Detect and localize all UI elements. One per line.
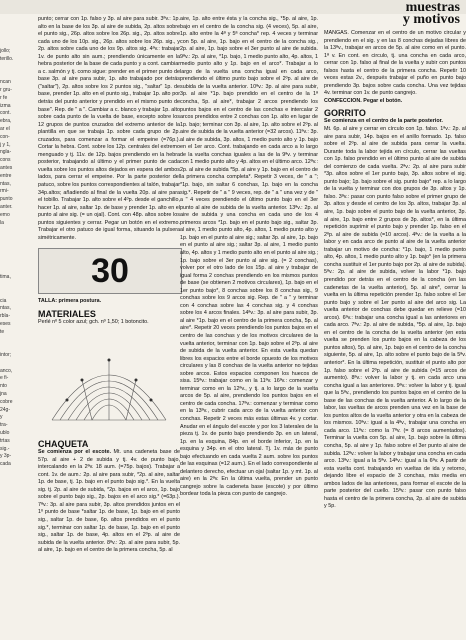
margin-fragment <box>0 235 22 243</box>
margin-fragment: intor; <box>0 352 12 359</box>
margin-fragment: y 3p- <box>0 453 12 460</box>
hat-text: Mt. 6p. al aire y cerrar en círculo con 1p. falso. 1ªv.: 2p. al aire para subir, 14p. bajos en el anillo formado. 1p. falso sobre el 2ºp. al aire de subida para cerrar la vuelta. Durante toda la labor tejida en círculo, cerrar las vueltas con 1p. falso prendido en el último punto al aire de subida del comienzo de cada vuelta. 2ªv.: 2p. al aire para subir *3p. altos sobre el 1er punto bajo, 3p. altos sobre el sig. punto bajo; 1p. bajo sobre el sig. punto bajo* rep. a lo largo de la vuelta y terminar con dos grupos de 3p. altos y 1p. falso. 3ªv.: pasar con punto falso sobre el primer grupo de 3p. altos y desde el centro de los 3p. altos, trabajar 3p. al aire, 1p. bajo sobre el punto bajo de la vuelta anterior, 3p. al aire, 1p. bajo entre 2 grupos de 3p. altos*, en la última repetición suprimir el punto bajo y prender 1p. falso en el 2ºp. al aire de subida (=10 arcos). 4ªv.: de la vuelta a la labor y en cada arco de punto al aire de la vuelta anterior trabajar un motivo de concha: *1p. bajo, 1 medio punto alto, 4p. altos, 1 medio punto alto y 1p. bajo* (en la primera concha sustituir el 1er punto bajo por 2p. al aire de subida). 5ªv.: 2p. al aire de subida, volver la labor *1p. bajo prendido por detrás en el centro de la concha (en las cadenetas de la vuelta anterior), 5p. al aire*, cerrar la vuelta en la última repetición prender 1p. falso sobre el 1er punto bajo y sobre el 1er punto al aire del arco sig. La vuelta anterior de conchas debe quedar en relieve (=10 arcos). 6ªv.: trabajar una concha igual a las anteriores en cada arco. 7ªv.: 2p. al aire de subida, *5p. al aire, 1p. bajo en el centro de la concha de la vuelta anterior (en esta vuelta se prenden los punto bajos en la cabeza de los puntos altos), 5p. al aire, 1p. bajo en el centro de la concha siguiente, 5p. al aire, 1p. alto sobre el punto bajo de la 5ªv. anterior*. En la última repetición, sustituir el punto alto por 1p. falso sobre el 2ºp. al aire de subida (=15 arcos de aumento). 8ªv.: volver la labor y tj. en cada arco una concha igual a las anteriores. 9ªv.: volver la labor y tj. igual que la 5ªv., prendiendo los puntos bajos en el centro de la base de las conchas de la vuelta anterior. A lo largo de la labor, las vueltas de arcos prenden una vez en la base de los puntos altos de la vuelta anterior y otra en la cabeza de los mismos. 10ªv.: igual a la 4ªv., trabajar una concha en cada arco. 11ªv.: como la 7ªv. (= 8 arcos aumentados). Terminar la vuelta con 5p. al aire, 1p. bajo sobre la última concha, 5p. al aire y 1p. falso sobre el 3er punto al aire de subida. 12ªv.: volver la labor y trabajar una concha en cada arco. 13ªv.: igual a la 5ªv. 14ªv.: igual a la 6ªv. A partir de esta vuelta cont. trabajando en vueltas de ida y retorno, dejando libre el espacio de 3 conchas, más media en ambos lados de las anteriores, para formar el escote de la parte posterior del cuello. 15ªv.: pasar con punto falso hasta el centro de la primera concha, 2p. al aire de subida y 5p. <box>324 126 466 510</box>
margin-fragment <box>0 336 22 344</box>
instructions-paragraph: punto; cerrar con 1p. falso y 3p. al aire para subir. 3ªv.: 1p. alto en la base de los 3p. al aire de subida, 2p. altos sobre el punto sig., 26p. altos sobre los 26p. sig., 2p. altos sobre cada uno de los 10p. sig., 26p. altos sobre los 26p. sig., y 2p. altos sobre cada uno de los 9p. altos sig. 4ªv.: trabajar 1v. de punto alto sin aum.; prendiendo únicamente en la hebra posterior de la base de cada punto y a cont. cambiar a c. salmón y tj. como sigue: prender en el primer punto de base 3p. al aire para subir, 1p. alto trabajado por detrás ("saltar"), 2p. altos sobre los 2 puntos sig., "saltar" 1p. de base, prender 1p. alto en el punto sig., trabajar 1p. alto por detrás del punto anterior y prendido en el mismo punto de base". Rep. de " a ". Cambiar a c. blanco y trabajar 1p. alto sobre cada punto de la vuelta de base, excepto sobre los 12 grupos de puntos cruzados del extremo anterior de la plantilla en que se trabaja 1p. sobre cada grupo de 2p. cruzados, para comenzar a formar el empeine (=76p.). Cortar la hebra. Cont. sobre los 12p. centrales del extremo menguado y tj. 11v. de 12p. bajos prendiendo en la hebra posterior, trabajando al último y el primer punto de cada vuelta sobre los puntos altos dejados en espera del ambos lados, para cerrar el empeine. Por la parte posterior del patuco, sobre los puntos correspondientes al talón, trabajar 34p.altos; añadiendo al final de la vuelta 20p. al aire para el tobillo. Trabajar 1p. alto sobre el 4ºp. desde el ganchillo, hacer 1p. al aire, saltar 1p. de base y prender 1p. alto en el punto al aire sig. (= un ojal). Cont. con 48p. altos sobre los puntos siguientes y cerrar. Pegar un botón en el extremo. Trabajar el otro patuco de igual forma, situando la pulsera simétricamente. <box>38 16 180 241</box>
margin-fragment: nto <box>0 383 7 390</box>
hat-subheading: Se comienza en el centro de la parte posterior. <box>324 118 443 125</box>
margin-fragment: r gru- <box>0 86 12 93</box>
margin-fragment: r fe <box>0 94 8 101</box>
margin-fragment: emo <box>0 211 10 218</box>
margin-fragment: antes <box>0 164 13 171</box>
margin-fragment: j y 1, <box>0 141 11 148</box>
brand-line2: y motivos <box>402 12 460 27</box>
margin-fragment: terillo. <box>0 55 14 62</box>
margin-fragment <box>0 360 22 368</box>
margin-fragment: sig.- <box>0 445 10 452</box>
margin-fragment: cada <box>0 461 11 468</box>
margin-fragment: ntas, <box>0 305 11 312</box>
hat-heading: GORRITO <box>324 108 366 119</box>
margin-fragment: ar el <box>0 125 10 132</box>
margin-fragment: cia <box>0 297 7 304</box>
margin-fragment: cont. <box>0 110 11 117</box>
margin-fragment <box>0 344 22 352</box>
margin-fragment: ebra, <box>0 118 12 125</box>
margin-fragment: cobre <box>0 398 13 405</box>
margin-fragment: trtas <box>0 437 10 444</box>
margin-fragment: e fi- <box>0 375 9 382</box>
margin-fragment: jollo; <box>0 48 11 54</box>
cropped-margin-text <box>0 48 22 640</box>
margin-fragment: 24g- <box>0 406 11 413</box>
brand-line1: muestras <box>405 0 460 15</box>
margin-fragment: rmi- <box>0 188 9 195</box>
margin-fragment: te <box>0 328 5 335</box>
margin-fragment: cons <box>0 157 11 164</box>
margin-fragment <box>0 259 22 267</box>
pattern-number-box <box>38 248 182 294</box>
margin-fragment: la <box>0 219 4 226</box>
size-label: TALLA: primera postura. <box>38 298 102 305</box>
margin-fragment <box>0 282 22 290</box>
margin-fragment: ngla- <box>0 149 12 156</box>
materials-text: Perlé nº 5 color azul; gch. nº 1,50; 1 botoncito. <box>38 318 149 325</box>
jacket-continued-text: aire, 1p. alto entre ésta y la concha sig., *5p. al aire, 1p. bajo en el centro de la concha sig. (4 veces), 5p. al aire, 1p. alto entre la 4ª y 5ª concha* rep. 4 veces y terminar con 5p. al aire, 1p. bajo en el centro de la concha sig., 2p. al aire, 1p. bajo sobre el 3er punto al aire de subida. 9ªv.: 2p. al aire, *1p. bajo, 1 medio punto alto, 4p. altos, 1 medio punto alto y 1p. bajo en el arco*. Trabajar a lo largo de la vuelta una concha igual en cada arco, prendiendo el último punto bajo sobre el 2ºp. al aire de subida de la vuelta anterior. 10ªv.: 3p. al aire para subir, 3p. al aire *1p. bajo prendido en el centro de la 1ª concha, 5p. al aire*, trabajar 2 arcos prendiendo los puntos bajos en el centro de las conchas e intercalar 2 arcos prendidos entre 2 conchas con 1p. alto en lugar de 1p. bajo; terminar con 3p. al aire, 1p. alto sobre el 2ºp. al aire de subida de la vuelta anterior (=32 arcos). 11ªv.: 3p. al aire de subida, 3p. altos, 1 medio punto alto y 1p. bajo en el 1er arco. Cont. trabajando en cada arco a lo largo de la vuelta conchas iguales a las de la 9ªv. y terminar con 1 medio punto alto y 4p. altos en el último arco. 12ªv.: 2p. al aire de subida *5p. al aire y 1p. bajo en el centro de la primera concha completa*. Repetir 3 veces, de " a "; *1p. bajo, sin saltar 6 conchas, 1p. bajo en la concha sig.*. Repetir de " a " 9 veces, rep. de " a " una vez y de " a " 4 veces prendiendo el último punto bajo en el 3er punto al aire de subida de la vuelta anterior. 13ªv.: 2p. al aire de subida y una concha en cada uno de los 4 primeros arcos *1p. bajo en el punto bajo sig., saltar 3p. al aire, 1 medio punto alto, 4p. altos, 1 medio punto alto y 1p. bajo en el punto al aire sig.; saltar 3p. al aire, 1p. bajo en el punto al aire sig.; saltar 3p. al aire, 1 medio punto alto, 4p. altos y 1 medio punto alto en el punto al aire sig.; 1p. bajo sobre el 3er punto al aire sig. (= 2 conchas), volver por el otro lado de los 15p. al aire y trabajar de igual forma 2 conchas prendiendo en los mismos puntos de base (se obtienen 2 motivos circulares), 1p. bajo en el 1er punto bajo*, 8 conchas sobre los 8 conchas sig., 9 conchas sobre los 9 arcos sig. Rep. de " a " y terminar con 4 conchas sobre las 4 conchas sig. y 4 conchas sobre los 4 arcos finales. 14ªv.: 3p. al aire para subir, 3p. al aire *1p. bajo en el centro de la primera concha, 5p. al aire*. Repetir 20 veces prendiendo los puntos bajos en el centro de las conchas y de los motivos circulares de la vuelta anterior, terminar con 1p. bajo sobre el 2ºp. al aire de subida de la vuelta anterior. En esta vuelta quedan libres los espacios entre el borde opuesto de los motivos circulares y las 8 conchas de la vuelta anterior no tejidas sobre arcos. Estos espacios componen los huecos de sisa. 15ªv.: trabajar como en la 11ªv. 16ªv.: comenzar y terminar como en la 12ªv., y tj. a lo largo de la vuelta arcos de 5p. al aire, prendiendo los puntos bajos en el centro de cada concha. 17ªv.: comenzar y terminar como en la 13ªv., cubrir cada arco de la vuelta anterior con conchas. Repetir 2 veces más estas últimas 4v. y cortar. Anudar en el ángulo del escote y por los 3 laterales de la pieza tj. 1v. de punto bajo prendiendo 3p. en un lateral, 1p. en la esquina, 84p. en el borde inferior, 1p. en la esquina y 34p. en el otro lateral. Tj. 1v. más de punto bajo efectuando en cada vuelta 2 aum. sobre los puntos de las esquinas (=12 aum.). En el lado correspondiente al delantero derecho, efectuar un ojal (saltar 1p. y mt. 1p. al aire) en la 2ªv. En la última vuelta, prender un punto cangrejo sobre la cadeneta base (escote) y por último bordear toda la pieza con punto de cangrejo. <box>180 16 318 498</box>
materials-heading: MATERIALES <box>38 308 96 319</box>
jacket-heading: CHAQUETA <box>38 439 89 450</box>
margin-fragment <box>0 227 22 235</box>
jacket-subheading: Se comienza por el escote. <box>38 449 112 456</box>
margin-fragment: izma <box>0 102 11 109</box>
margin-fragment: anter. <box>0 203 13 210</box>
pattern-number: 30 <box>91 251 129 290</box>
margin-fragment: ncan <box>0 79 11 86</box>
margin-fragment: entre <box>0 172 12 179</box>
margin-fragment <box>0 251 22 259</box>
margin-fragment <box>0 266 22 274</box>
jacket-text: Mt. una cadeneta base de 57p. al aire + 2 de subida y tj. 4v. de punto bajo, intercalando en la 2ªv. 18 aum. (=75p. bajos). Trabajar a cont. 1v. de aum.: 2p. al aire para subir, *2p. al aire, saltar 1p. de base, tj. 1p. bajo en el punto bajo sig.*. En la vuelta sig. tj. 2p. al aire de subida, *2p. bajos en el arco, 1p. bajo sobre el punto bajo sig., 2p. bajos en el arco sig.* (=63p.). 7ªv.: 3p. al aire para subir, 3p. altos prendidos juntos en el 1º punto de base *saltar 1p. de base, 1p. bajo en el punto sig., saltar 1p. de base, 6p. altos prendidos en el punto sig.*, terminar con saltar 1p. de base, 1p. bajo en el punto sig., saltar 1p. de base, 4p. altos en el 2ºp. al aire de subida de la vuelta anterior. 8ªv.: 2p. al aire para subir, 5p. al aire, 1p. bajo en el centro de la primera concha, 5p. al <box>38 449 180 554</box>
margin-fragment: tra- <box>0 422 8 429</box>
column-3 <box>324 30 466 511</box>
margin-fragment: eses <box>0 320 11 327</box>
margin-fragment: y <box>0 414 3 421</box>
margin-fragment <box>0 71 22 79</box>
margin-fragment: anco, <box>0 367 13 374</box>
header-bar <box>0 0 466 14</box>
margin-fragment: tima, <box>0 274 11 281</box>
margin-fragment: jna <box>0 391 7 398</box>
margin-fragment <box>0 243 22 251</box>
margin-fragment <box>0 64 22 72</box>
margin-fragment: con- <box>0 133 10 140</box>
margin-fragment: ublo <box>0 430 10 437</box>
column-1 <box>38 16 180 555</box>
margin-fragment: punto <box>0 196 13 203</box>
margin-fragment <box>0 290 22 298</box>
brand-logo <box>403 2 460 26</box>
margin-fragment: rbla- <box>0 313 11 320</box>
sleeves-text: MANGAS. Comenzar en el centro de un motivo circular y prendiendo en el sig. y en las 8 conchas dejadas libres de la 13ªv., trabajar en arcos de 5p. al aire como en el punto. 1ª v. En cont. en circulo, tj. una concha en cada arco, cerrar con 1p. falso al final de la vuelta y subir con puntos falsos hasta el centro de la primera concha. Repetir 10 veces estas 2v., después trabajar el puño en punto bajo prendiendo 3p. bajos sobre cada concha. Una vez tejidas 4v. terminar con 1v. de punto cangrejo. <box>324 30 466 97</box>
column-2 <box>180 16 318 499</box>
assembly-text: CONFECCION. Pegar el botón. <box>324 97 403 104</box>
margin-fragment: ntas, <box>0 180 11 187</box>
stitch-diagram <box>42 330 176 430</box>
